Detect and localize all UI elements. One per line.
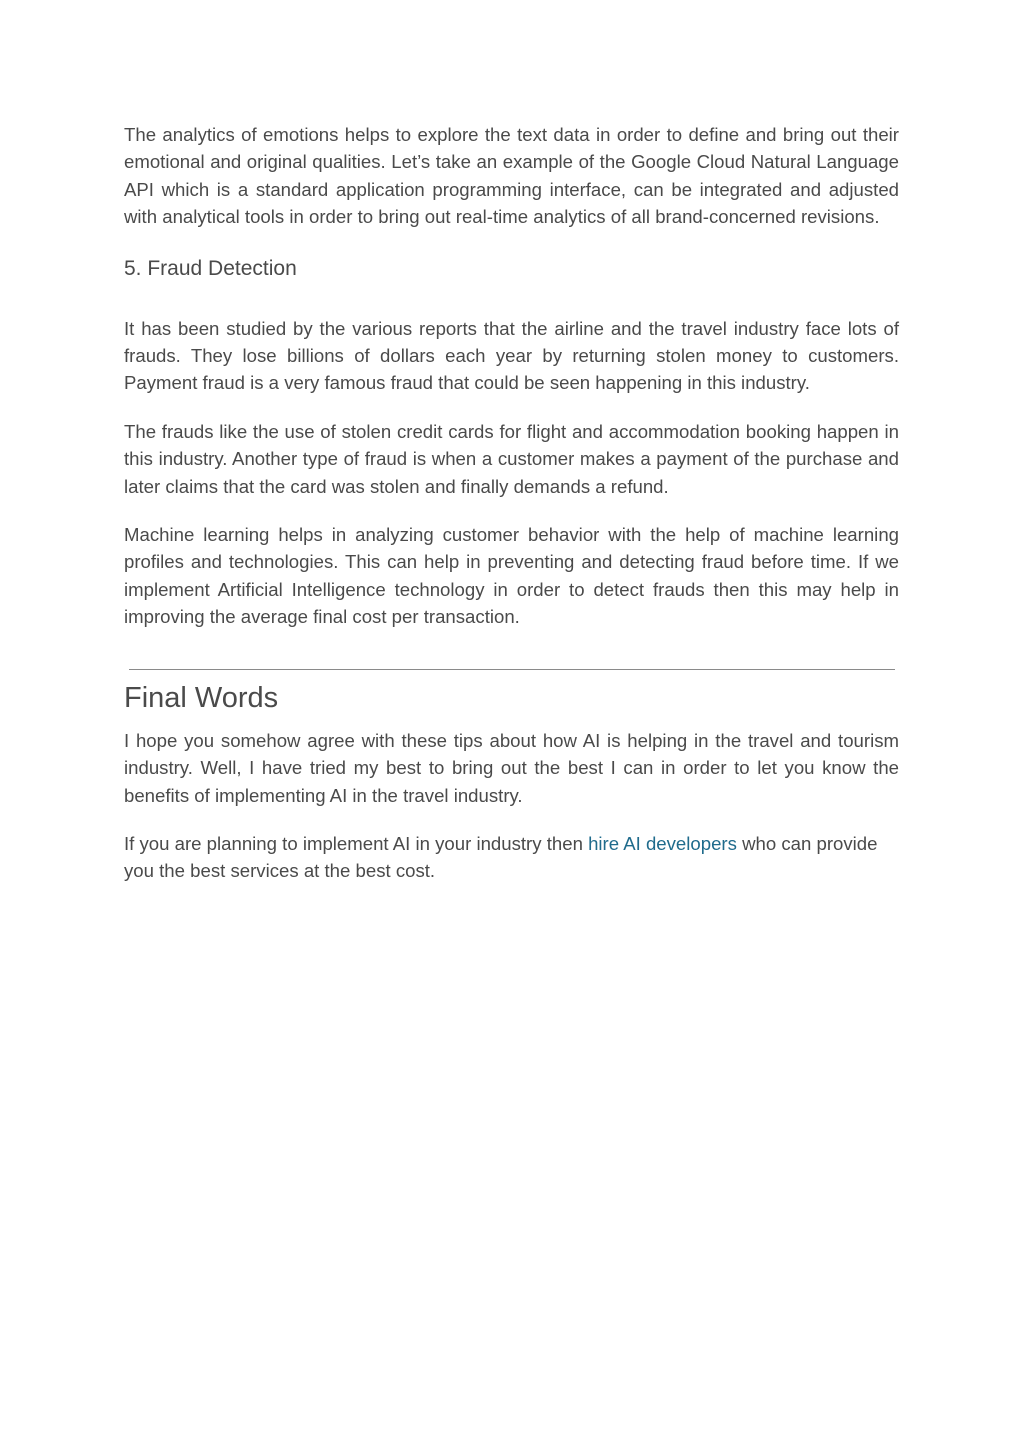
- document-page: [124, 121, 899, 906]
- final-words-paragraph-1: I hope you somehow agree with these tips about how AI is helping in the travel and tourism industry. Well, I have tried my best to bring out the best I can in order to let you know the benefits of implementing AI in the travel industry.: [124, 729, 899, 806]
- final-words-text-after-link: who can provide you the best services at the best cost.: [124, 832, 878, 882]
- fraud-paragraph-1: It has been studied by the various reports that the airline and the travel industry face lots of frauds. They lose billions of dollars each year by returning stolen money to customers. Payment fraud is a very famous fraud that could be seen happening in this industry.: [124, 317, 899, 394]
- section-divider: [129, 669, 895, 670]
- final-words-paragraph-2: [124, 830, 899, 885]
- intro-paragraph: The analytics of emotions helps to explore the text data in order to define and bring out their emotional and original qualities. Let’s take an example of the Google Cloud Natural Language API which is a standard application programming interface, can be integrated and adjusted with analytical tools in order to bring out real-time analytics of all brand-concerned revisions.: [124, 124, 899, 228]
- final-words-text-before-link: If you are planning to implement AI in your industry then: [124, 832, 589, 854]
- section-heading-fraud-detection: 5. Fraud Detection: [124, 256, 297, 280]
- final-words-heading: Final Words: [124, 681, 279, 714]
- fraud-paragraph-3: Machine learning helps in analyzing customer behavior with the help of machine learning profiles and technologies. This can help in preventing and detecting fraud before time. If we implement Artificial Intelligence technology in order to detect frauds then this may help in improving the average final cost per transaction.: [124, 524, 899, 628]
- fraud-paragraph-2: The frauds like the use of stolen credit cards for flight and accommodation booking happen in this industry. Another type of fraud is when a customer makes a payment of the purchase and later claims that the card was stolen and finally demands a refund.: [124, 420, 899, 497]
- hire-ai-developers-link[interactable]: hire AI developers: [588, 832, 737, 854]
